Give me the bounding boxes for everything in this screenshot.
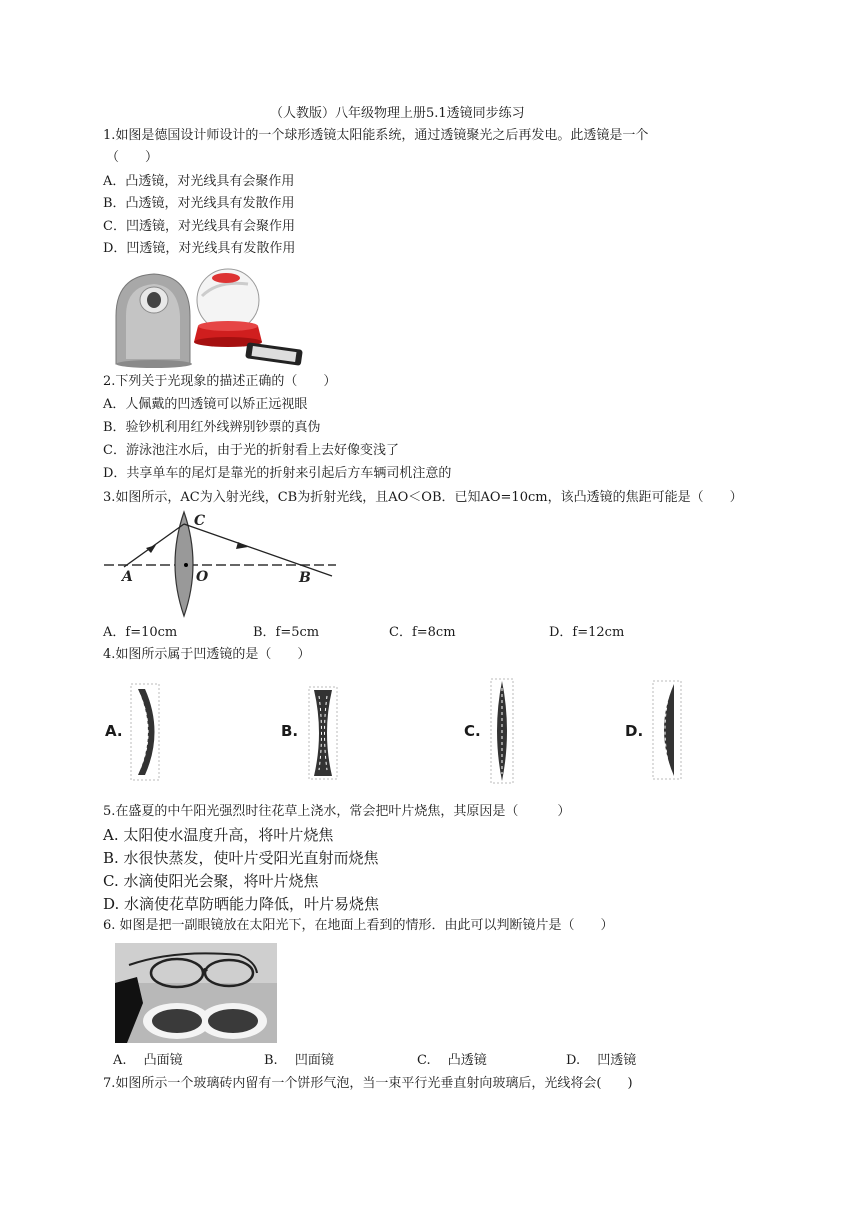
q5-option-a: A. 太阳使水温度升高，将叶片烧焦 — [103, 826, 334, 844]
q1-blank: （ ） — [106, 150, 159, 165]
q4-option-b-label: B. — [281, 722, 299, 740]
q3-option-a: A．f=10cm — [103, 625, 178, 640]
q4-lens-c-biconvex — [490, 678, 514, 784]
q4-stem: 4.如图所示属于凹透镜的是（ ） — [103, 647, 311, 662]
q6-option-d: D. 凹透镜 — [566, 1053, 637, 1068]
q4-lens-d-planoconvex — [652, 680, 682, 780]
q4-lens-b-biconcave — [308, 686, 338, 780]
q1-stem: 1.如图是德国设计师设计的一个球形透镜太阳能系统，通过透镜聚光之后再发电。此透镜是一个 — [103, 128, 649, 143]
q2-option-a: A．人佩戴的凹透镜可以矫正远视眼 — [103, 397, 308, 412]
q2-option-c: C．游泳池注水后，由于光的折射看上去好像变浅了 — [103, 443, 399, 458]
q6-option-c: C. 凸透镜 — [417, 1053, 487, 1068]
q3-option-c: C．f=8cm — [389, 625, 456, 640]
q5-stem: 5.在盛夏的中午阳光强烈时往花草上浇水，常会把叶片烧焦，其原因是（ ） — [103, 804, 571, 819]
q3-label-o: O — [196, 569, 209, 585]
page-title: （人教版）八年级物理上册5.1透镜同步练习 — [270, 106, 525, 121]
q3-label-b: B — [299, 570, 311, 586]
q5-option-b: B. 水很快蒸发，使叶片受阳光直射而烧焦 — [103, 849, 379, 867]
q1-option-c: C．凹透镜，对光线具有会聚作用 — [103, 219, 295, 234]
q5-option-d: D. 水滴使花草防晒能力降低，叶片易烧焦 — [103, 895, 380, 913]
q4-option-c-label: C. — [464, 722, 481, 740]
q4-option-a-label: A. — [105, 722, 123, 740]
q4-option-d-label: D. — [625, 722, 644, 740]
q1-option-d: D．凹透镜，对光线具有发散作用 — [103, 241, 296, 256]
q1-solar-lens-figure — [108, 264, 308, 368]
q4-lens-a-meniscus — [130, 683, 160, 781]
q3-option-b: B．f=5cm — [253, 625, 320, 640]
q3-label-c: C — [194, 513, 206, 529]
q3-lens-diagram — [102, 508, 338, 620]
q1-option-b: B．凸透镜，对光线具有发散作用 — [103, 196, 295, 211]
q6-stem: 6. 如图是把一副眼镜放在太阳光下，在地面上看到的情形．由此可以判断镜片是（ ） — [103, 918, 614, 933]
q5-option-c: C. 水滴使阳光会聚，将叶片烧焦 — [103, 872, 319, 890]
q1-option-a: A．凸透镜，对光线具有会聚作用 — [103, 174, 295, 189]
q2-stem: 2.下列关于光现象的描述正确的（ ） — [103, 374, 337, 389]
q2-option-b: B．验钞机利用红外线辨别钞票的真伪 — [103, 420, 321, 435]
q2-option-d: D．共享单车的尾灯是靠光的折射来引起后方车辆司机注意的 — [103, 466, 452, 481]
q3-option-d: D．f=12cm — [549, 625, 625, 640]
q7-stem: 7.如图所示一个玻璃砖内留有一个饼形气泡，当一束平行光垂直射向玻璃后，光线将会( ) — [103, 1076, 633, 1091]
q6-option-a: A. 凸面镜 — [113, 1053, 183, 1068]
q3-stem: 3.如图所示，AC为入射光线，CB为折射光线，且AO＜OB．已知AO=10cm，该凸透镜的焦距可能是（ ） — [103, 490, 743, 505]
q6-glasses-photo — [115, 943, 277, 1043]
q3-label-a: A — [122, 569, 133, 585]
q6-option-b: B. 凹面镜 — [264, 1053, 334, 1068]
